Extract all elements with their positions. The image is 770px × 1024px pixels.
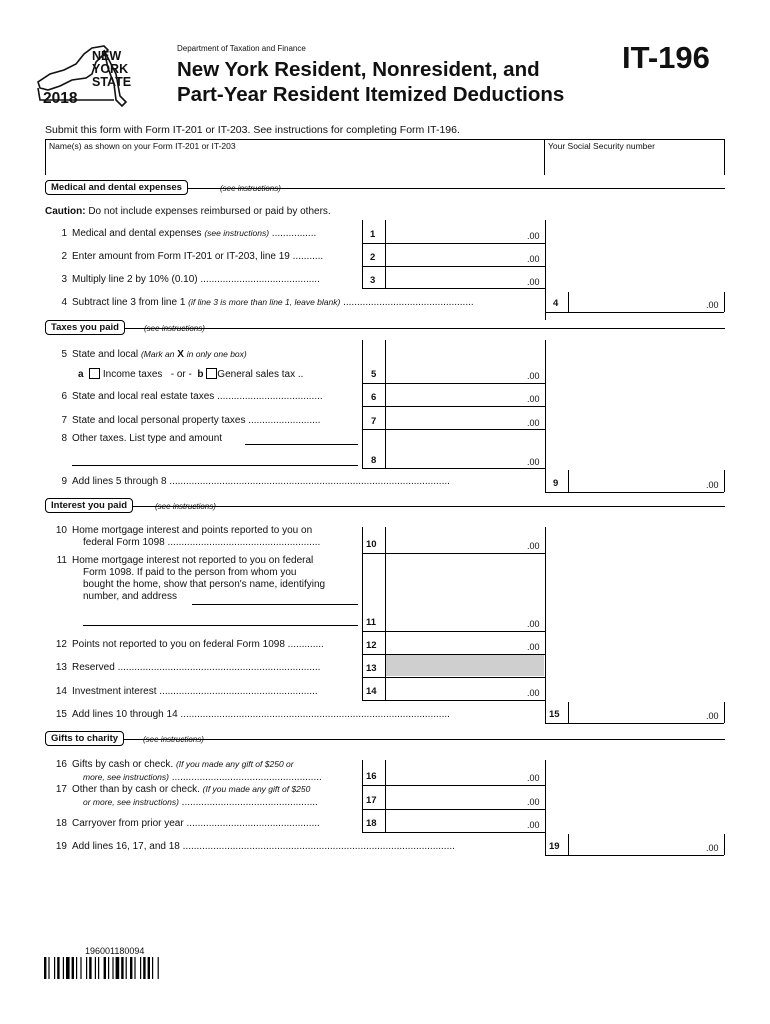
logo-line-state: STATE xyxy=(92,75,132,89)
line-17-label: 17 Other than by cash or check. (If you made any gift of $250 or more, see instructions) ................................................. xyxy=(55,784,318,808)
line-19-label: 19 Add lines 16, 17, and 18 .................................................................................................. xyxy=(55,841,455,852)
column-rule xyxy=(724,834,725,855)
department: Department of Taxation and Finance xyxy=(177,44,306,53)
section-divider xyxy=(45,506,725,507)
caution-text: Caution: Do not include expenses reimbursed or paid by others. xyxy=(45,206,331,217)
line-14-amount[interactable]: .00 xyxy=(527,688,540,698)
title-line-2: Part-Year Resident Itemized Deductions xyxy=(177,83,565,106)
title-line-1: New York Resident, Nonresident, and xyxy=(177,58,540,81)
field-rule xyxy=(362,429,545,430)
section-gifts-title: Gifts to charity xyxy=(45,731,124,746)
line-11-number: 11 xyxy=(366,617,377,628)
field-rule xyxy=(362,288,545,289)
line-2-number: 2 xyxy=(370,252,376,263)
line-6-number: 6 xyxy=(371,392,377,403)
line-8-entry-rule[interactable] xyxy=(245,444,358,445)
line-18-number: 18 xyxy=(366,818,377,829)
column-rule xyxy=(362,760,363,832)
line-18-amount[interactable]: .00 xyxy=(527,820,540,830)
column-rule xyxy=(385,340,386,468)
line-18-label: 18 Carryover from prior year ................................................ xyxy=(55,818,320,829)
name-label: Name(s) as shown on your Form IT-201 or IT-203 xyxy=(49,141,236,151)
line-4-label: 4 Subtract line 3 from line 1 (if line 3 is more than line 1, leave blank) ............................................... xyxy=(61,297,474,308)
line-9-number: 9 xyxy=(553,478,559,489)
line-12-label: 12 Points not reported to you on federal Form 1098 ............. xyxy=(55,639,324,650)
line-10-label: 10 Home mortgage interest and points reported to you on federal Form 1098 ....................................................... xyxy=(55,525,321,548)
line-17-amount[interactable]: .00 xyxy=(527,797,540,807)
line-16-number: 16 xyxy=(366,771,377,782)
column-rule xyxy=(724,292,725,312)
line-11-entry-rule[interactable] xyxy=(83,625,358,626)
line-7-amount[interactable]: .00 xyxy=(527,418,540,428)
section-medical-title: Medical and dental expenses xyxy=(45,180,188,195)
line-4-number: 4 xyxy=(553,298,559,309)
field-rule xyxy=(362,266,545,267)
line-5-number: 5 xyxy=(371,369,377,380)
field-rule xyxy=(362,832,545,833)
field-rule xyxy=(362,383,545,384)
line-11-label: 11 Home mortgage interest not reported to you on federal Form 1098. If paid to the person from whom you bought the home, show that person's name, identifying number, and address xyxy=(56,555,326,602)
column-rule xyxy=(724,470,725,492)
field-rule xyxy=(362,406,545,407)
line-15-number: 15 xyxy=(549,709,560,720)
field-rule xyxy=(362,700,545,701)
logo-year: 2018 xyxy=(43,90,78,107)
sales-tax-checkbox[interactable] xyxy=(206,368,217,379)
field-rule xyxy=(545,855,724,856)
field-rule xyxy=(362,468,545,469)
section-medical-note: (see instructions) xyxy=(220,184,281,193)
line-8-label: 8 Other taxes. List type and amount xyxy=(61,433,223,444)
line-8-entry-rule[interactable] xyxy=(72,465,358,466)
column-rule xyxy=(724,702,725,723)
line-4-amount[interactable]: .00 xyxy=(706,300,719,310)
line-1-label: 1 Medical and dental expenses (see instructions) ................ xyxy=(61,228,317,239)
line-2-label: 2 Enter amount from Form IT-201 or IT-203, line 19 ........... xyxy=(61,251,324,262)
field-rule xyxy=(362,553,545,554)
section-taxes-title: Taxes you paid xyxy=(45,320,125,335)
line-13-number: 13 xyxy=(366,663,377,674)
line-9-amount[interactable]: .00 xyxy=(706,480,719,490)
submit-instructions: Submit this form with Form IT-201 or IT-203. See instructions for completing Form IT-196. xyxy=(45,124,460,136)
line-15-label: 15 Add lines 10 through 14 ................................................................................................. xyxy=(55,709,450,720)
column-rule xyxy=(385,760,386,832)
line-5-label: 5 State and local (Mark an X in only one box) xyxy=(61,349,247,360)
line-19-amount[interactable]: .00 xyxy=(706,843,719,853)
line-14-number: 14 xyxy=(366,686,377,697)
field-rule xyxy=(362,677,545,678)
line-17-number: 17 xyxy=(366,795,377,806)
line-11-amount[interactable]: .00 xyxy=(527,619,540,629)
income-taxes-label: Income taxes xyxy=(102,369,163,380)
ssn-field[interactable] xyxy=(545,139,725,175)
section-taxes-note: (see instructions) xyxy=(144,324,205,333)
logo-line-york: YORK xyxy=(92,62,129,76)
column-rule xyxy=(568,292,569,312)
line-16-label: 16 Gifts by cash or check. (If you made any gift of $250 or more, see instructions) ...................................................... xyxy=(55,759,322,783)
line-3-amount[interactable]: .00 xyxy=(527,277,540,287)
line-8-number: 8 xyxy=(371,455,377,466)
line-13-label: 13 Reserved ......................................................................... xyxy=(55,662,321,673)
line-2-amount[interactable]: .00 xyxy=(527,254,540,264)
line-15-amount[interactable]: .00 xyxy=(706,711,719,721)
line-19-number: 19 xyxy=(549,841,560,852)
form-title xyxy=(177,57,617,107)
column-rule xyxy=(568,470,569,492)
line-5-options: a Income taxes - or - b General sales tax .. xyxy=(78,369,304,380)
line-6-label: 6 State and local real estate taxes ...................................... xyxy=(61,391,323,402)
field-rule xyxy=(545,492,724,493)
section-gifts-note: (see instructions) xyxy=(143,735,204,744)
section-interest-title: Interest you paid xyxy=(45,498,133,513)
income-taxes-checkbox[interactable] xyxy=(89,368,100,379)
column-rule xyxy=(362,340,363,468)
line-12-amount[interactable]: .00 xyxy=(527,642,540,652)
line-7-number: 7 xyxy=(371,416,377,427)
name-field[interactable] xyxy=(45,139,545,175)
sales-tax-label: General sales tax xyxy=(217,369,296,380)
field-rule xyxy=(362,785,545,786)
line-3-number: 3 xyxy=(370,275,376,286)
line-14-label: 14 Investment interest ......................................................... xyxy=(55,686,318,697)
column-rule xyxy=(385,220,386,288)
field-rule xyxy=(545,312,724,313)
column-rule xyxy=(362,220,363,288)
field-rule xyxy=(362,809,545,810)
form-number: IT-196 xyxy=(622,40,710,75)
logo-line-new: NEW xyxy=(92,49,122,63)
column-rule xyxy=(568,702,569,723)
ny-state-logo xyxy=(30,44,160,112)
field-rule xyxy=(362,631,545,632)
line-10-number: 10 xyxy=(366,539,377,550)
field-rule xyxy=(362,243,545,244)
line-11-entry-rule[interactable] xyxy=(192,604,358,605)
line-3-label: 3 Multiply line 2 by 10% (0.10) ........................................... xyxy=(61,274,320,285)
line-12-number: 12 xyxy=(366,640,377,651)
column-rule xyxy=(545,340,546,492)
line-9-label: 9 Add lines 5 through 8 ..................................................................................................... xyxy=(61,476,450,487)
line-6-amount[interactable]: .00 xyxy=(527,394,540,404)
barcode-number: 196001180094 xyxy=(85,946,145,956)
field-rule xyxy=(545,723,724,724)
barcode-icon xyxy=(44,957,194,979)
line-8-amount[interactable]: .00 xyxy=(527,457,540,467)
line-7-label: 7 State and local personal property taxes .......................... xyxy=(61,415,321,426)
line-1-number: 1 xyxy=(370,229,376,240)
line-13-reserved-shading xyxy=(386,655,544,676)
column-rule xyxy=(545,760,546,855)
line-10-amount[interactable]: .00 xyxy=(527,541,540,551)
line-5-amount[interactable]: .00 xyxy=(527,371,540,381)
ssn-label: Your Social Security number xyxy=(548,141,655,151)
column-rule xyxy=(545,527,546,723)
section-interest-note: (see instructions) xyxy=(155,502,216,511)
line-1-amount[interactable]: .00 xyxy=(527,231,540,241)
column-rule xyxy=(568,834,569,855)
line-16-amount[interactable]: .00 xyxy=(527,773,540,783)
column-rule xyxy=(545,292,546,312)
